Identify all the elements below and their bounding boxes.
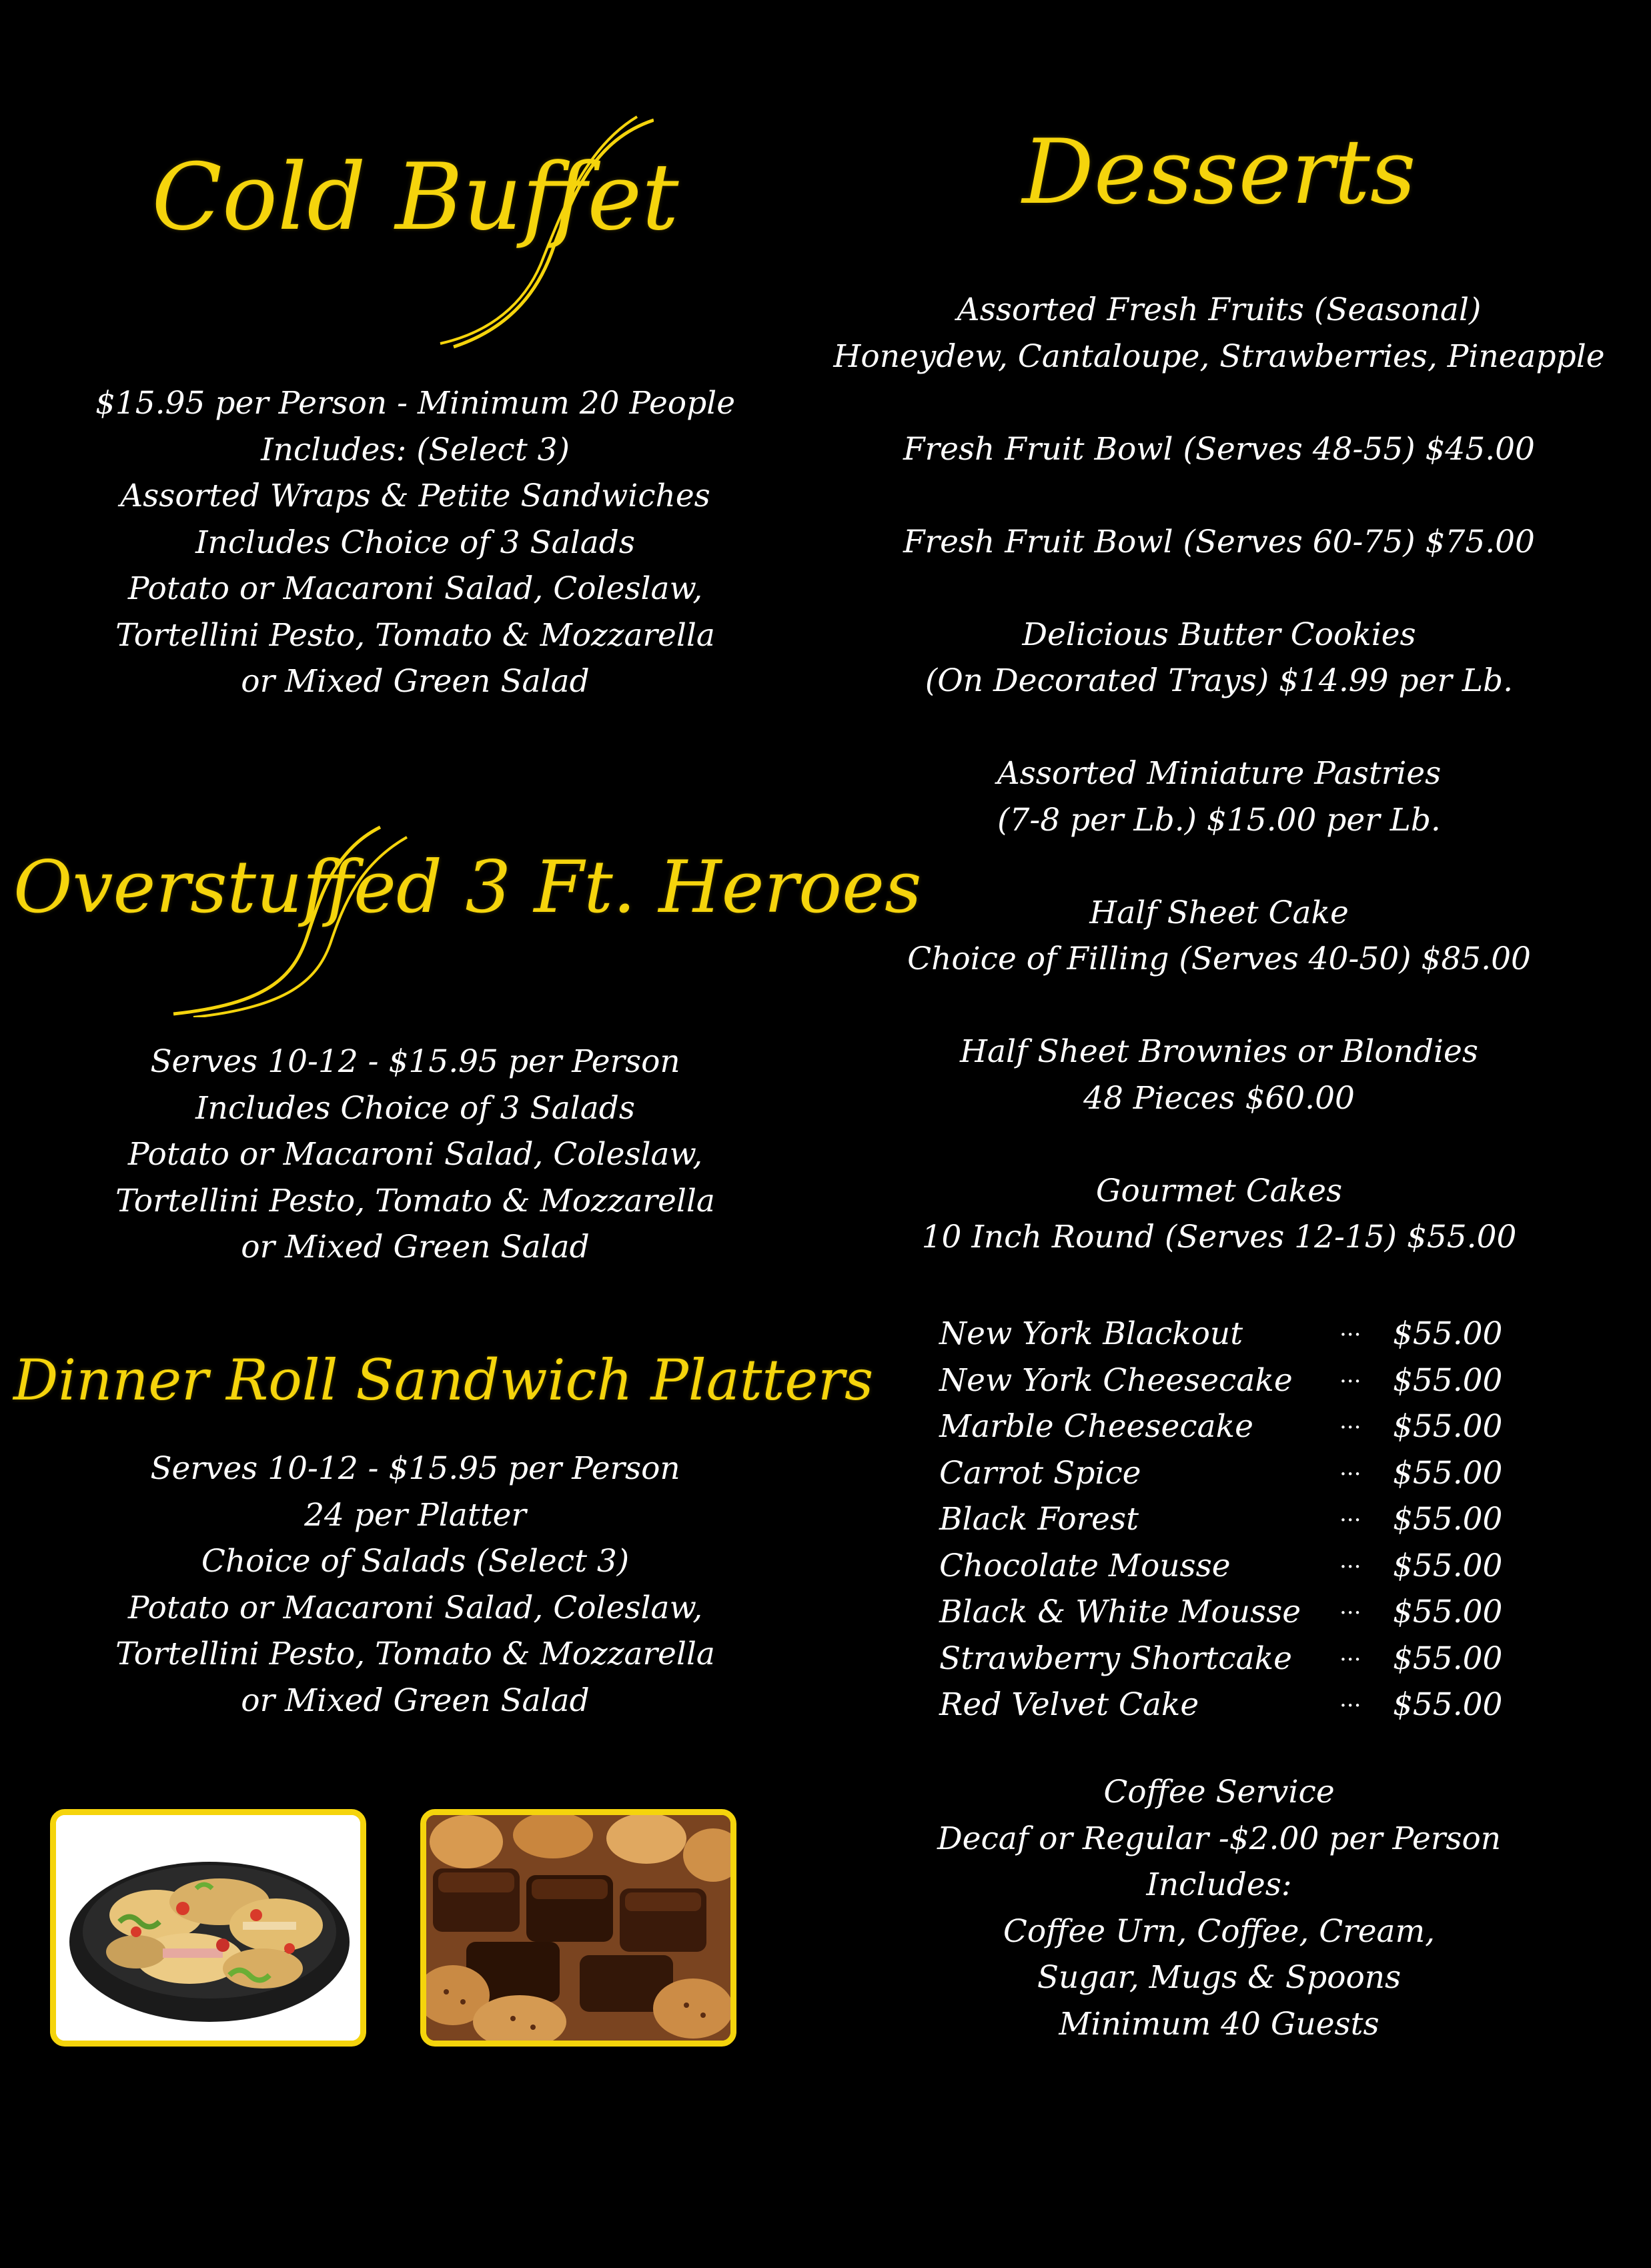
cake-name: Strawberry Shortcake — [939, 1640, 1292, 1677]
coffee-line: Minimum 40 Guests — [1059, 2005, 1380, 2043]
coffee-line: Includes: — [1146, 1866, 1292, 1903]
sandwich-platter-image — [56, 1815, 360, 2041]
cake-name: Chocolate Mousse — [939, 1547, 1231, 1584]
desserts-title: Desserts — [1022, 120, 1416, 224]
dinner-roll-line: Choice of Salads (Select 3) — [201, 1543, 630, 1580]
heroes-line: Includes Choice of 3 Salads — [195, 1089, 635, 1127]
leader-dots: ... — [1339, 1454, 1361, 1481]
coffee-line: Sugar, Mugs & Spoons — [1037, 1959, 1402, 1996]
cake-row — [939, 1636, 1580, 1682]
cold-buffet-line: Potato or Macaroni Salad, Coleslaw, — [127, 570, 703, 607]
dessert-line: Delicious Butter Cookies — [1022, 616, 1416, 653]
coffee-line: Coffee Urn, Coffee, Cream, — [1003, 1912, 1436, 1950]
cake-name: New York Blackout — [939, 1315, 1243, 1352]
gourmet-cake-list — [939, 1311, 1580, 1728]
cake-name: Red Velvet Cake — [939, 1686, 1199, 1723]
cake-price: $55.00 — [1393, 1408, 1503, 1445]
cake-price: $55.00 — [1393, 1594, 1503, 1630]
leader-dots: ... — [1339, 1315, 1361, 1341]
desserts-details — [827, 287, 1611, 1261]
dinner-roll-line: or Mixed Green Salad — [241, 1682, 590, 1719]
leader-dots: ... — [1339, 1593, 1361, 1620]
cake-row — [939, 1403, 1580, 1450]
cold-buffet-line: Assorted Wraps & Petite Sandwiches — [120, 478, 710, 514]
cold-buffet-line: Includes Choice of 3 Salads — [195, 524, 635, 561]
sandwich-platter-photo — [50, 1809, 366, 2047]
dessert-line: (On Decorated Trays) $14.99 per Lb. — [925, 662, 1514, 699]
dessert-line: 10 Inch Round (Serves 12-15) $55.00 — [921, 1219, 1517, 1255]
heroes-line: Tortellini Pesto, Tomato & Mozzarella — [115, 1182, 715, 1219]
leader-dots: ... — [1339, 1686, 1361, 1712]
cold-buffet-title: Cold Buffet — [151, 143, 679, 251]
pastries-photo — [420, 1809, 736, 2047]
leader-dots: ... — [1339, 1500, 1361, 1527]
dessert-line: Half Sheet Cake — [1089, 894, 1349, 931]
cold-buffet-line: $15.95 per Person - Minimum 20 People — [95, 385, 736, 422]
heroes-line: Serves 10-12 - $15.95 per Person — [150, 1043, 680, 1080]
cake-name: Carrot Spice — [939, 1454, 1141, 1492]
cake-name: Marble Cheesecake — [939, 1408, 1253, 1445]
dinner-roll-line: 24 per Platter — [304, 1496, 526, 1534]
cake-price: $55.00 — [1393, 1315, 1503, 1352]
cake-row — [939, 1311, 1580, 1357]
cake-price: $55.00 — [1393, 1547, 1503, 1584]
cold-buffet-line: Includes: (Select 3) — [261, 431, 570, 468]
cake-name: Black & White Mousse — [939, 1594, 1301, 1630]
cake-price: $55.00 — [1393, 1686, 1503, 1723]
cake-row — [939, 1682, 1580, 1728]
dessert-line: Half Sheet Brownies or Blondies — [960, 1033, 1478, 1070]
dinner-roll-details — [13, 1446, 817, 1724]
cake-price: $55.00 — [1393, 1501, 1503, 1538]
dessert-line: Fresh Fruit Bowl (Serves 60-75) $75.00 — [903, 523, 1535, 560]
cake-name: Black Forest — [939, 1501, 1139, 1538]
cake-row — [939, 1450, 1580, 1497]
dessert-line: Choice of Filling (Serves 40-50) $85.00 — [907, 941, 1531, 977]
heroes-title: Overstuffed 3 Ft. Heroes — [13, 846, 922, 929]
coffee-line: Coffee Service — [1103, 1774, 1335, 1810]
cold-buffet-line: Tortellini Pesto, Tomato & Mozzarella — [115, 616, 715, 654]
cold-buffet-line: or Mixed Green Salad — [241, 663, 590, 700]
leader-dots: ... — [1339, 1361, 1361, 1388]
dinner-roll-line: Potato or Macaroni Salad, Coleslaw, — [127, 1589, 703, 1626]
coffee-service — [827, 1769, 1611, 2047]
dinner-roll-title: Dinner Roll Sandwich Platters — [13, 1347, 874, 1413]
cake-name: New York Cheesecake — [939, 1361, 1293, 1399]
dessert-line: 48 Pieces $60.00 — [1083, 1079, 1355, 1117]
cake-row — [939, 1589, 1580, 1636]
dessert-line: Gourmet Cakes — [1095, 1172, 1343, 1209]
cold-buffet-details — [13, 380, 817, 705]
cake-row — [939, 1357, 1580, 1404]
heroes-details — [13, 1039, 817, 1271]
heroes-line: or Mixed Green Salad — [241, 1229, 590, 1265]
dessert-line: Assorted Fresh Fruits (Seasonal) — [957, 292, 1482, 328]
cake-price: $55.00 — [1393, 1361, 1503, 1399]
pastries-image — [426, 1815, 730, 2041]
dessert-line: Fresh Fruit Bowl (Serves 48-55) $45.00 — [903, 430, 1535, 468]
dessert-line: Assorted Miniature Pastries — [997, 755, 1442, 792]
heroes-line: Potato or Macaroni Salad, Coleslaw, — [127, 1136, 703, 1173]
dessert-line: Honeydew, Cantaloupe, Strawberries, Pineapple — [833, 338, 1605, 375]
cake-price: $55.00 — [1393, 1640, 1503, 1677]
cake-price: $55.00 — [1393, 1454, 1503, 1492]
leader-dots: ... — [1339, 1407, 1361, 1434]
dessert-line: (7-8 per Lb.) $15.00 per Lb. — [997, 801, 1441, 838]
dinner-roll-line: Serves 10-12 - $15.95 per Person — [150, 1450, 680, 1487]
dinner-roll-line: Tortellini Pesto, Tomato & Mozzarella — [115, 1636, 715, 1672]
cake-row — [939, 1496, 1580, 1543]
leader-dots: ... — [1339, 1546, 1361, 1574]
leader-dots: ... — [1339, 1639, 1361, 1666]
coffee-line: Decaf or Regular -$2.00 per Person — [937, 1820, 1502, 1857]
cake-row — [939, 1543, 1580, 1590]
